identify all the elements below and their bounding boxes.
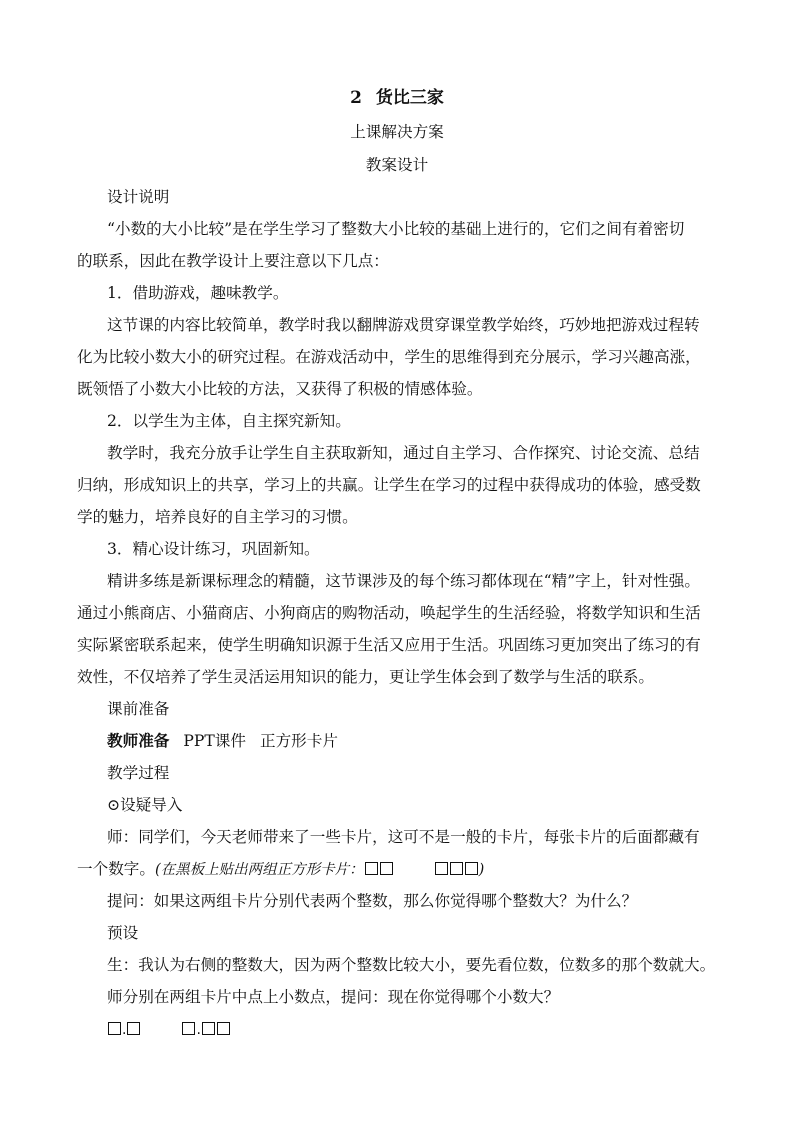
paragraph-line: 精讲多练是新课标理念的精髓，这节课涉及的每个练习都体现在“精”字上，针对性强。 (107, 572, 700, 590)
prep-label: 教师准备 (107, 731, 170, 750)
title-text: 货比三家 (375, 88, 444, 108)
teacher-question: 师分别在两组卡片中点上小数点，提问：现在你觉得哪个小数大？ (107, 988, 560, 1006)
card-box-icon (380, 862, 393, 875)
list-item-3: 3．精心设计练习，巩固新知。 (107, 540, 320, 558)
card-box-icon (217, 1022, 230, 1035)
paragraph-line: 师：同学们，今天老师带来了一些卡片，这可不是一般的卡片，每张卡片的后面都藏有 (107, 828, 700, 846)
card-box-icon (365, 862, 378, 875)
section-design-note: 设计说明 (107, 188, 170, 206)
student-answer: 生：我认为右侧的整数大，因为两个整数比较大小，要先看位数，位数多的那个数就大。 (107, 956, 716, 974)
paragraph-line: 这节课的内容比较简单，教学时我以翻牌游戏贯穿课堂教学始终，巧妙地把游戏过程转 (107, 316, 700, 334)
prep-line (107, 731, 722, 751)
document-title (0, 88, 794, 108)
card-box-icon (435, 862, 448, 875)
paragraph-line: 效性，不仅培养了学生灵活运用知识的能力，更让学生体会到了数学与生活的联系。 (77, 668, 654, 686)
card-box-icon (182, 1022, 195, 1035)
list-item-2: 2．以学生为主体，自主探究新知。 (107, 412, 351, 430)
paragraph-line: 教学时，我充分放手让学生自主获取新知，通过自主学习、合作探究、讨论交流、总结 (107, 444, 700, 462)
paragraph-line: 学的魅力，培养良好的自主学习的习惯。 (77, 508, 358, 526)
paragraph-line: 的联系，因此在教学设计上要注意以下几点： (77, 252, 389, 270)
stage-note: (在黑板上贴出两组正方形卡片： (154, 862, 364, 878)
card-box-icon (202, 1022, 215, 1035)
paragraph-line: “小数的大小比较”是在学生学习了整数大小比较的基础上进行的，它们之间有着密切 (107, 220, 685, 238)
question-line: 提问：如果这两组卡片分别代表两个整数，那么你觉得哪个整数大？为什么？ (107, 892, 638, 910)
title-number: 2 (350, 88, 362, 108)
subtitle-design: 教案设计 (365, 156, 429, 174)
card-box-icon (127, 1022, 140, 1035)
decimal-point: . (196, 1022, 201, 1038)
card-box-icon (450, 862, 463, 875)
card-box-icon (108, 1022, 121, 1035)
process-heading: ⊙设疑导入 (107, 796, 183, 814)
decimal-point: . (122, 1022, 127, 1038)
section-prep: 课前准备 (107, 700, 170, 718)
preset-label: 预设 (107, 924, 139, 942)
stage-note-end: ) (478, 862, 485, 878)
teacher-text: 一个数字。 (77, 860, 155, 878)
prep-item-ppt: PPT课件 (183, 732, 246, 750)
card-box-icon (465, 862, 478, 875)
paragraph-line: 既领悟了小数大小比较的方法，又获得了积极的情感体验。 (77, 380, 483, 398)
decimal-cards (107, 1019, 722, 1040)
subtitle-solution: 上课解决方案 (350, 123, 444, 141)
paragraph-line: 化为比较小数大小的研究过程。在游戏活动中，学生的思维得到充分展示，学习兴趣高涨， (77, 348, 701, 366)
paragraph-line: 归纳，形成知识上的共享，学习上的共赢。让学生在学习的过程中获得成功的体验，感受数 (77, 476, 701, 494)
paragraph-line: 实际紧密联系起来，使学生明确知识源于生活又应用于生活。巩固练习更加突出了练习的有 (77, 636, 701, 654)
paragraph-line: 通过小熊商店、小猫商店、小狗商店的购物活动，唤起学生的生活经验，将数学知识和生活 (77, 604, 701, 622)
prep-item-cards: 正方形卡片 (259, 732, 338, 750)
section-process: 教学过程 (107, 764, 170, 782)
paragraph-line (77, 859, 722, 880)
list-item-1: 1．借助游戏，趣味教学。 (107, 284, 289, 302)
